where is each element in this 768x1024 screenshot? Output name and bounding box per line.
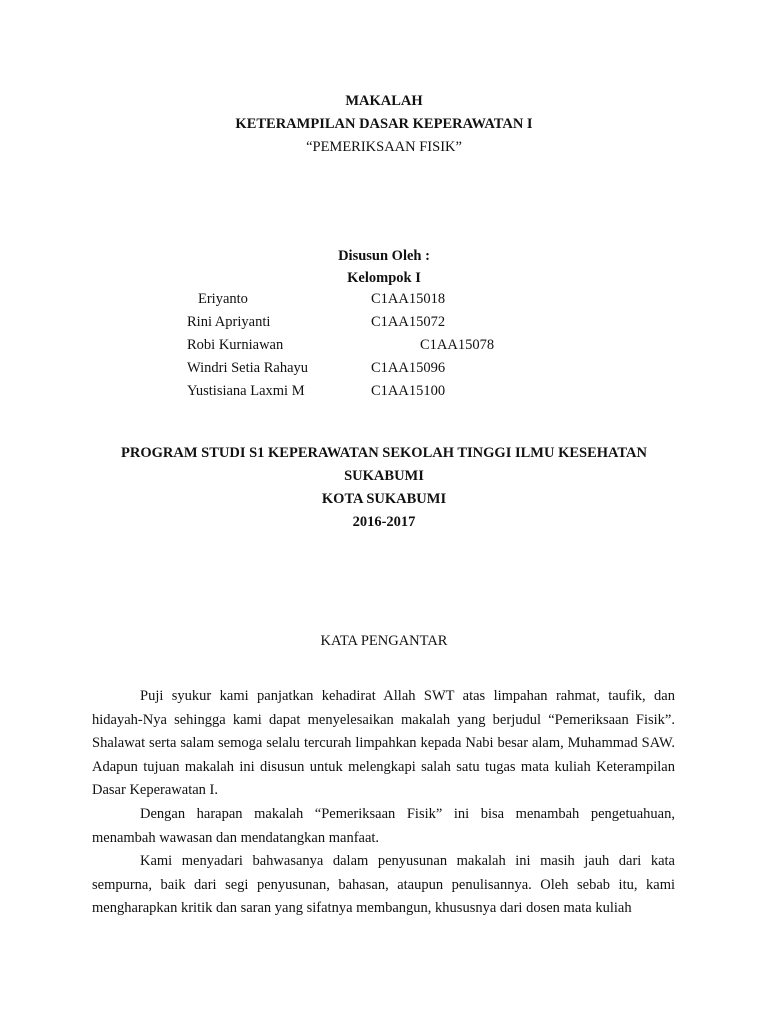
member-row	[0, 357, 768, 380]
member-name: Robi Kurniawan	[187, 337, 284, 353]
member-name: Eriyanto	[198, 291, 248, 307]
authors-heading: Disusun Oleh :	[338, 248, 430, 264]
foreword-paragraph: Puji syukur kami panjatkan kehadirat Allah SWT atas limpahan rahmat, taufik, dan hidayah-Nya sehingga kami dapat menyelesaikan makalah yang berjudul “Pemeriksaan Fisik”. Shalawat serta salam semoga selalu tercurah limpahkan kepada Nabi besar alam, Muhammad SAW. Adapun tujuan makalah ini disusun untuk melengkapi salah satu tugas mata kuliah Keterampilan Dasar Keperawatan I.	[92, 688, 675, 799]
member-name: Windri Setia Rahayu	[187, 360, 309, 376]
member-row	[0, 311, 768, 334]
member-list	[0, 288, 768, 403]
member-row	[0, 380, 768, 403]
member-row	[0, 334, 768, 357]
document-type: MAKALAH	[345, 93, 423, 109]
foreword-paragraph: Dengan harapan makalah “Pemeriksaan Fisik” ini bisa menambah pengetuahuan, menambah wawasan dan mendatangkan manfaat.	[92, 805, 675, 846]
study-program: PROGRAM STUDI S1 KEPERAWATAN SEKOLAH TINGGI ILMU KESEHATAN	[121, 445, 647, 461]
member-name: Rini Apriyanti	[187, 314, 271, 330]
foreword-body	[92, 685, 675, 921]
member-row	[0, 288, 768, 311]
member-name: Yustisiana Laxmi M	[187, 383, 305, 399]
institution-city-line: SUKABUMI	[344, 468, 424, 484]
city-name: KOTA SUKABUMI	[321, 491, 447, 507]
paper-title: “PEMERIKSAAN FISIK”	[306, 139, 462, 155]
member-nim: C1AA15072	[371, 314, 446, 330]
group-name: Kelompok I	[347, 270, 421, 286]
foreword-paragraph: Kami menyadari bahwasanya dalam penyusunan makalah ini masih jauh dari kata sempurna, baik dari segi penyusunan, bahasan, ataupun penulisannya. Oleh sebab itu, kami mengharapkan kritik dan saran yang sifatnya membangun, khususnya dari dosen mata kuliah	[92, 853, 675, 917]
member-nim: C1AA15096	[371, 360, 446, 376]
member-nim: C1AA15078	[420, 337, 495, 353]
member-nim: C1AA15100	[371, 383, 446, 399]
member-nim: C1AA15018	[371, 291, 446, 307]
course-title: KETERAMPILAN DASAR KEPERAWATAN I	[235, 116, 533, 132]
academic-year: 2016-2017	[352, 514, 416, 530]
foreword-title: KATA PENGANTAR	[320, 633, 448, 649]
